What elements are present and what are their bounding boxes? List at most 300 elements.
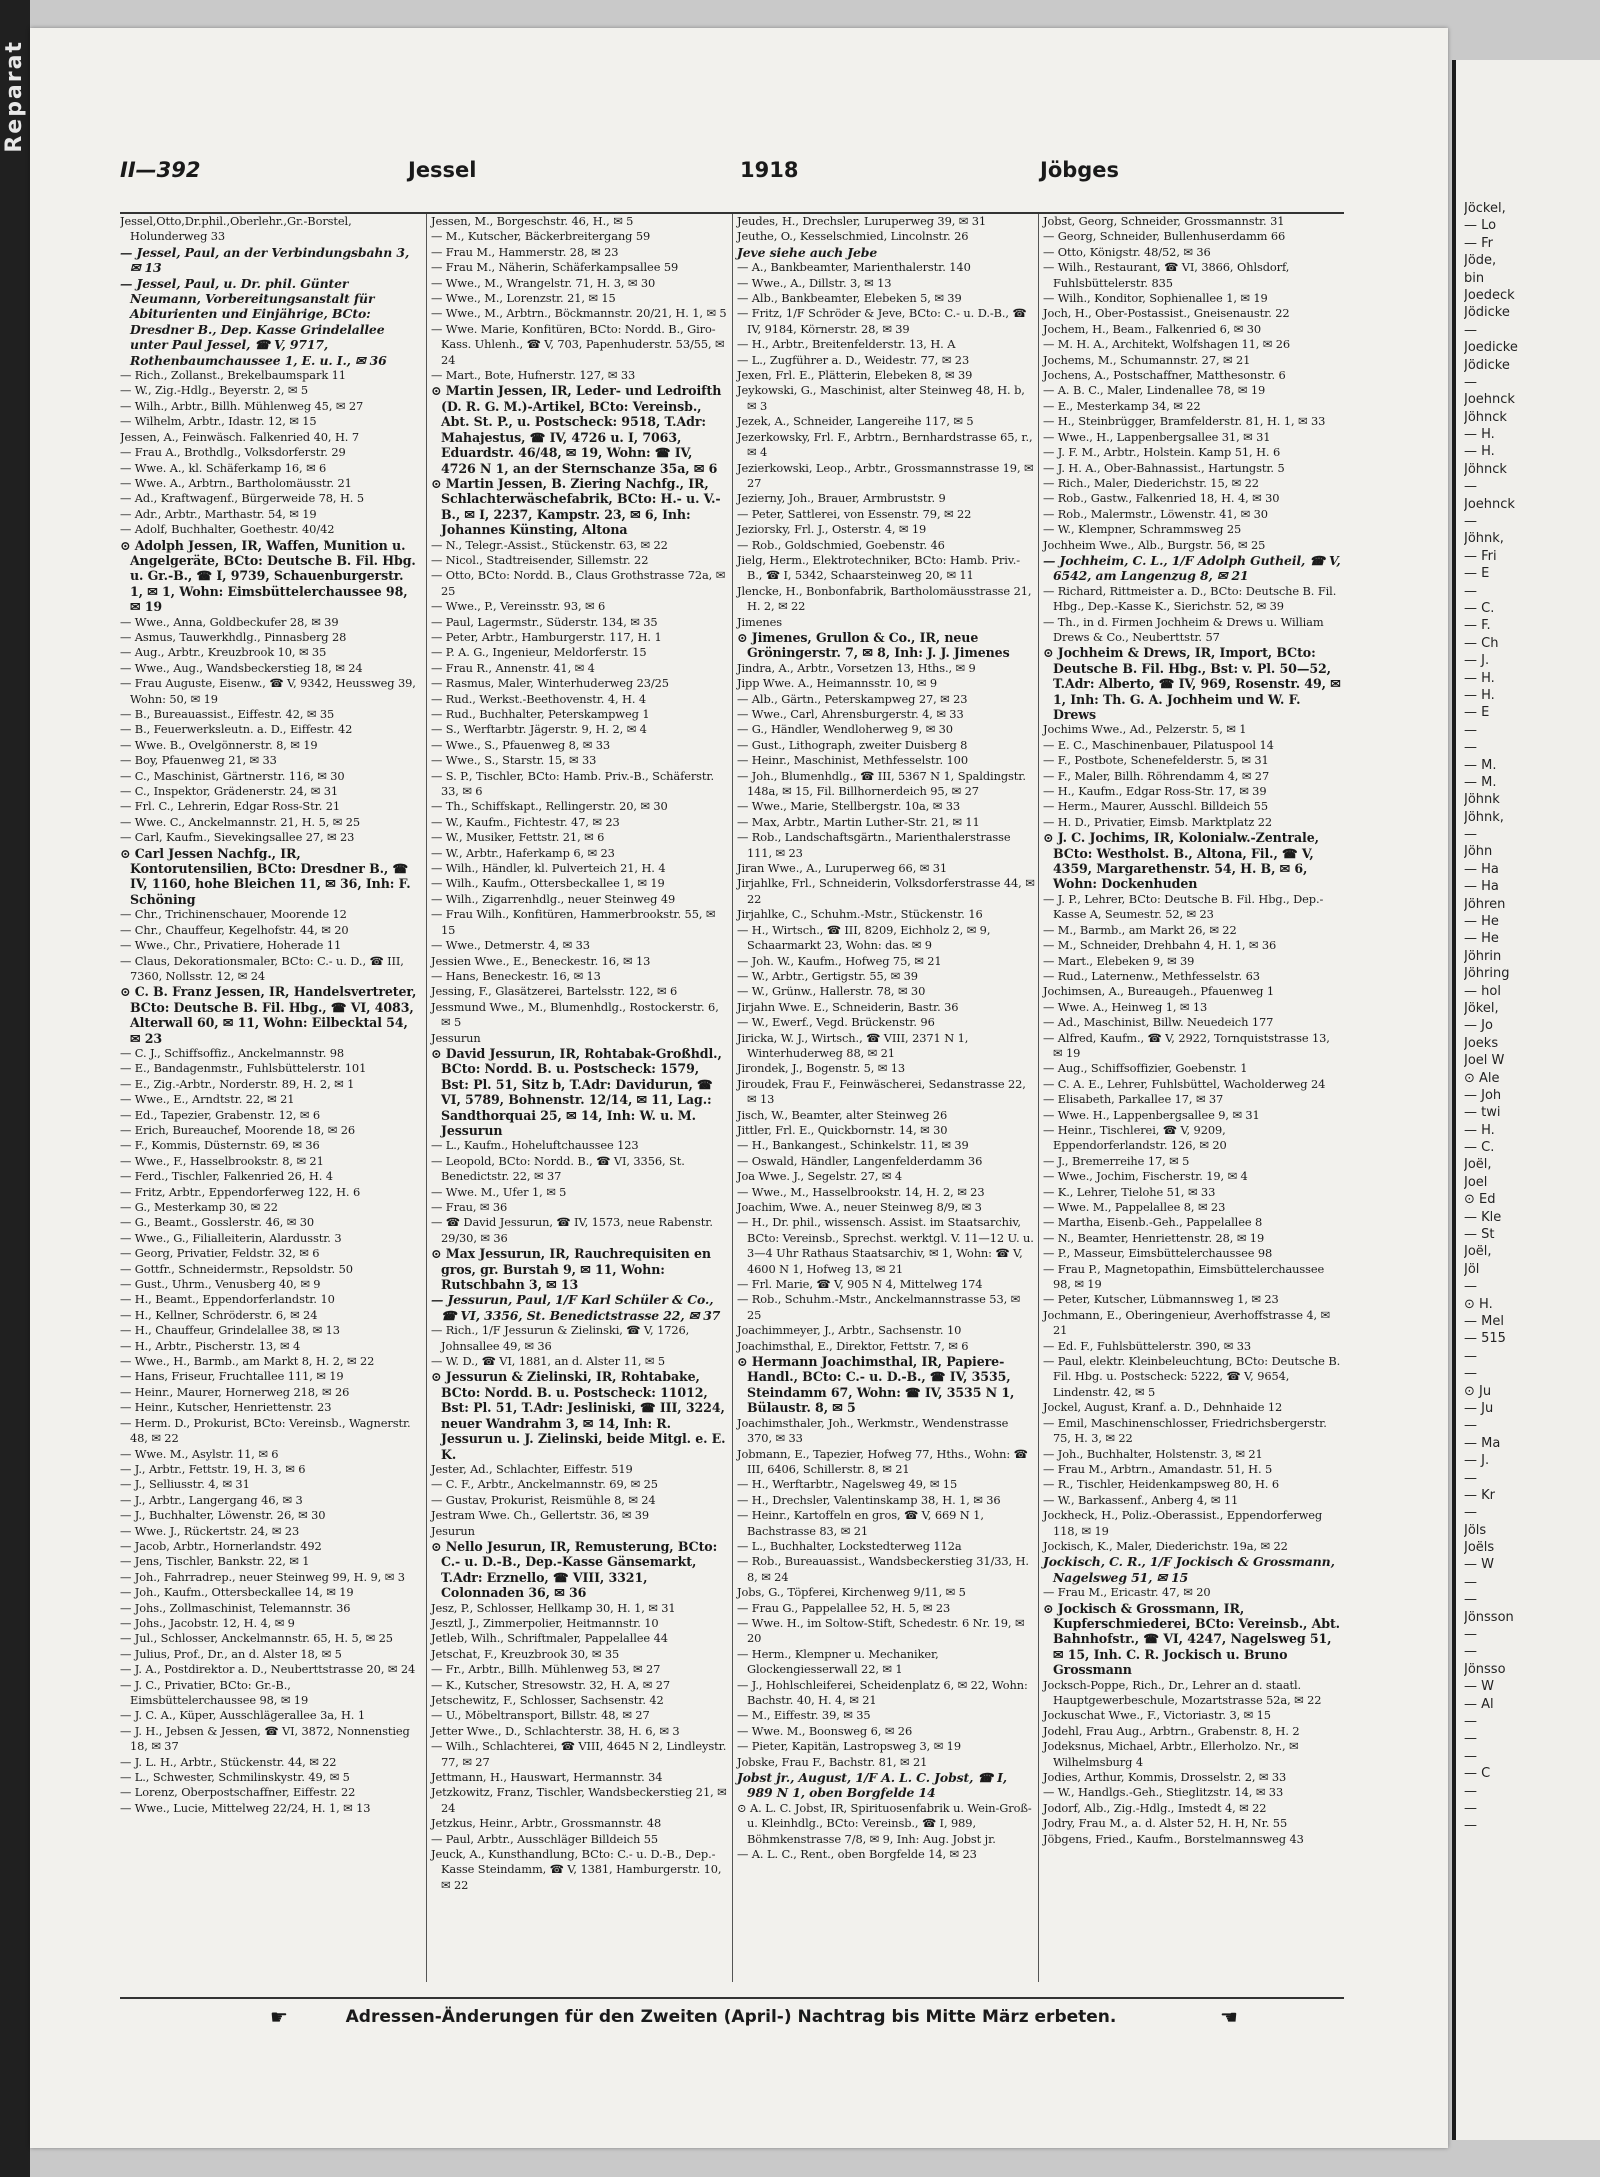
directory-entry: — Wwe. Marie, Konfitüren, BCto: Nordd. B., Giro-Kass. Uhlenh., ☎ V, 703, Papenhuderstr. 53/55, ✉ 24 bbox=[431, 321, 725, 367]
directory-entry: — Chr., Trichinenschauer, Moorende 12 bbox=[120, 907, 347, 922]
next-page-stub-line: Jöde, bbox=[1464, 253, 1497, 269]
directory-entry: — Wwe., S., Pfauenweg 8, ✉ 33 bbox=[431, 737, 611, 752]
directory-entry: — Heinr., Maurer, Hornerweg 218, ✉ 26 bbox=[120, 1384, 350, 1399]
next-page-stub-line: — bbox=[1464, 1800, 1477, 1816]
next-page-stub-line: — Kle bbox=[1464, 1209, 1502, 1225]
directory-entry: — C. F., Arbtr., Anckelmannstr. 69, ✉ 25 bbox=[431, 1477, 658, 1492]
directory-entry: — S. P., Tischler, BCto: Hamb. Priv.-B., Schäferstr. 33, ✉ 6 bbox=[431, 768, 715, 799]
directory-entry: — Martha, Eisenb.-Geh., Pappelallee 8 bbox=[1043, 1215, 1263, 1230]
next-page-edge bbox=[1452, 60, 1600, 2140]
next-page-stub-line: Jödicke bbox=[1464, 305, 1510, 321]
directory-entry: Jittler, Frl. E., Quickbornstr. 14, ✉ 30 bbox=[737, 1122, 948, 1137]
directory-entry: — Wwe., P., Vereinsstr. 93, ✉ 6 bbox=[431, 599, 606, 614]
directory-entry: Jezek, A., Schneider, Langereihe 117, ✉ 5 bbox=[737, 414, 974, 429]
directory-entry: — Claus, Dekorationsmaler, BCto: C.- u. D., ☎ III, 7360, Nollsstr. 12, ✉ 24 bbox=[120, 953, 404, 983]
directory-entry: Jockuschat Wwe., F., Victoriastr. 3, ✉ 15 bbox=[1043, 1708, 1271, 1723]
next-page-stub-line: — Al bbox=[1464, 1696, 1494, 1712]
next-page-stub-line: — H. bbox=[1464, 687, 1495, 703]
directory-entry: — Elisabeth, Parkallee 17, ✉ 37 bbox=[1043, 1092, 1224, 1107]
directory-entry: Jodry, Frau M., a. d. Alster 52, H. H, Nr. 55 bbox=[1043, 1816, 1288, 1831]
next-page-stub-line: ⊙ H. bbox=[1464, 1296, 1493, 1312]
next-page-stub-line: Jökel, bbox=[1464, 1000, 1499, 1016]
directory-entry: — J. P., Lehrer, BCto: Deutsche B. Fil. Hbg., Dep.-Kasse A, Seumestr. 52, ✉ 23 bbox=[1043, 891, 1324, 922]
directory-entry: — J. F. M., Arbtr., Holstein. Kamp 51, H. 6 bbox=[1043, 445, 1281, 460]
next-page-stub-line: Jöckel, bbox=[1464, 201, 1506, 216]
directory-entry: — H., Arbtr., Breitenfelderstr. 13, H. A bbox=[737, 337, 956, 352]
directory-entry: Joachimsthal, E., Direktor, Fettstr. 7, ✉ 6 bbox=[737, 1338, 969, 1353]
directory-entry: — M. H. A., Architekt, Wolfshagen 11, ✉ 26 bbox=[1043, 337, 1291, 352]
directory-entry: Jessel,Otto,Dr.phil.,Oberlehr.,Gr.-Borstel, Holunderweg 33 bbox=[120, 214, 352, 244]
directory-entry: — Wwe. M., Pappelallee 8, ✉ 23 bbox=[1043, 1200, 1226, 1214]
directory-entry: — Wwe. J., Rückertstr. 24, ✉ 23 bbox=[120, 1523, 300, 1538]
directory-entry: — Mart., Elebeken 9, ✉ 39 bbox=[1043, 953, 1195, 968]
next-page-stub-line: Joedicke bbox=[1464, 340, 1518, 356]
directory-entry: Jetzkus, Heinr., Arbtr., Grossmannstr. 48 bbox=[431, 1816, 662, 1831]
directory-entry: — Frau Auguste, Eisenw., ☎ V, 9342, Heussweg 39, Wohn: 50, ✉ 19 bbox=[120, 676, 416, 706]
next-page-stub-line: — bbox=[1464, 1348, 1477, 1364]
directory-entry: — Wwe. M., Asylstr. 11, ✉ 6 bbox=[120, 1446, 279, 1461]
directory-entry: Jodorf, Alb., Zig.-Hdlg., Imstedt 4, ✉ 22 bbox=[1043, 1800, 1267, 1815]
directory-entry: — Wwe., G., Filialleiterin, Alardusstr. 3 bbox=[120, 1230, 342, 1245]
directory-entry: Joachim, Wwe. A., neuer Steinweg 8/9, ✉ 3 bbox=[737, 1200, 982, 1214]
next-page-stub-line: — Mel bbox=[1464, 1314, 1504, 1329]
directory-entry: — Adr., Arbtr., Marthastr. 54, ✉ 19 bbox=[120, 506, 317, 521]
directory-entry: — Johs., Zollmaschinist, Telemannstr. 36 bbox=[120, 1600, 351, 1615]
directory-entry: — Heinr., Maschinist, Methfesselstr. 100 bbox=[737, 753, 968, 768]
directory-entry: Jetschewitz, F., Schlosser, Sachsenstr. 42 bbox=[431, 1693, 664, 1707]
previous-page-edge-text: Reparat bbox=[2, 40, 27, 153]
directory-entry: Jirondek, J., Bogenstr. 5, ✉ 13 bbox=[737, 1061, 906, 1076]
directory-entry: — Georg, Privatier, Feldstr. 32, ✉ 6 bbox=[120, 1246, 320, 1261]
next-page-stub-line: — E bbox=[1464, 705, 1490, 721]
directory-entry: — H., Dr. phil., wissensch. Assist. im Staatsarchiv, BCto: Vereinsb., Sprechst. werktgl. V. 11—12 U. u. 3—4 Uhr Rathaus Staatsarchiv, ✉ 1, Wohn: ☎ V, 4600 N 1, Hofweg 13, ✉ 21 bbox=[737, 1215, 1034, 1276]
directory-entry: — C. A. E., Lehrer, Fuhlsbüttel, Wacholderweg 24 bbox=[1043, 1076, 1326, 1091]
next-page-stub-line: — Ha bbox=[1464, 879, 1499, 895]
directory-entry: — Frau G., Pappelallee 52, H. 5, ✉ 23 bbox=[737, 1600, 951, 1615]
directory-entry: — Erich, Bureauchef, Moorende 18, ✉ 26 bbox=[120, 1122, 356, 1137]
directory-entry: — F., Maler, Billh. Röhrendamm 4, ✉ 27 bbox=[1043, 768, 1270, 783]
directory-entry: — Boy, Pfauenweg 21, ✉ 33 bbox=[120, 753, 277, 768]
directory-entry: — W., Klempner, Schrammsweg 25 bbox=[1043, 522, 1242, 537]
directory-entry: — Wwe. M., Boonsweg 6, ✉ 26 bbox=[737, 1723, 913, 1738]
next-page-stub-line: — bbox=[1464, 1644, 1477, 1660]
directory-entry: Jimenes bbox=[737, 614, 782, 629]
directory-entry: ⊙ Jockisch & Grossmann, IR, Kupferschmiederei, BCto: Vereinsb., Abt. Bahnhofstr., ☎ VI, 4247, Nagelsweg 51, ✉ 15, Inh. C. R. Jockisch u. Bruno Grossmann bbox=[1043, 1600, 1340, 1678]
directory-entry: — Emil, Maschinenschlosser, Friedrichsbergerstr. 75, H. 3, ✉ 22 bbox=[1043, 1415, 1327, 1446]
directory-entry: Jeve siehe auch Jebe bbox=[737, 244, 878, 260]
directory-entry: — Aug., Schiffsoffizier, Goebenstr. 1 bbox=[1043, 1061, 1248, 1076]
directory-entry: — J. H. A., Ober-Bahnassist., Hartungstr. 5 bbox=[1043, 460, 1285, 475]
directory-entry: — Th., Schiffskapt., Rellingerstr. 20, ✉ 30 bbox=[431, 799, 668, 814]
next-page-stub-line: — bbox=[1464, 827, 1477, 843]
next-page-stub-line: — bbox=[1464, 1366, 1477, 1382]
directory-entry: Jetleb, Wilh., Schriftmaler, Pappelallee 44 bbox=[431, 1631, 668, 1646]
next-page-stub-line: Joëls bbox=[1464, 1540, 1495, 1556]
directory-entry: — Lorenz, Oberpostschaffner, Eiffestr. 22 bbox=[120, 1785, 356, 1800]
directory-entry: Jezierkowski, Leop., Arbtr., Grossmannstrasse 19, ✉ 27 bbox=[737, 460, 1034, 490]
directory-entry: — J. L. H., Arbtr., Stückenstr. 44, ✉ 22 bbox=[120, 1754, 337, 1769]
directory-entry: — Ad., Kraftwagenf., Bürgerweide 78, H. 5 bbox=[120, 491, 364, 506]
directory-entry: ⊙ Jimenes, Grullon & Co., IR, neue Gröningerstr. 7, ✉ 8, Inh: J. J. Jimenes bbox=[737, 629, 1010, 661]
directory-entry: — Jessel, Paul, an der Verbindungsbahn 3, ✉ 13 bbox=[120, 244, 410, 276]
directory-entry: — Jens, Tischler, Bankstr. 22, ✉ 1 bbox=[120, 1554, 310, 1569]
directory-entry: — Joh., Fahrradrep., neuer Steinweg 99, H. 9, ✉ 3 bbox=[120, 1569, 405, 1584]
directory-entry: — H., Wirtsch., ☎ III, 8209, Eichholz 2, ✉ 9, Schaarmarkt 23, Wohn: das. ✉ 9 bbox=[737, 922, 991, 953]
directory-entry: — H., Kellner, Schröderstr. 6, ✉ 24 bbox=[120, 1307, 318, 1322]
next-page-stub-line: — bbox=[1464, 374, 1477, 390]
directory-entry: — Wwe., Lucie, Mittelweg 22/24, H. 1, ✉ 13 bbox=[120, 1800, 371, 1815]
next-page-stub-line: — H. bbox=[1464, 427, 1495, 443]
directory-entry: — W., Barkassenf., Anberg 4, ✉ 11 bbox=[1043, 1492, 1239, 1507]
directory-entry: — H. D., Privatier, Eimsb. Marktplatz 22 bbox=[1043, 814, 1273, 829]
directory-entry: Jessurun bbox=[431, 1030, 481, 1045]
directory-entry: Jessing, F., Glasätzerei, Bartelsstr. 122, ✉ 6 bbox=[431, 984, 678, 999]
directory-entry: — Chr., Chauffeur, Kegelhofstr. 44, ✉ 20 bbox=[120, 922, 349, 937]
directory-entry: — Ad., Maschinist, Billw. Neuedeich 177 bbox=[1043, 1015, 1274, 1030]
directory-entry: — Wwe., A., Dillstr. 3, ✉ 13 bbox=[737, 275, 892, 290]
next-page-stub-line: — bbox=[1464, 322, 1477, 338]
directory-entry: Jettmann, H., Hauswart, Hermannstr. 34 bbox=[431, 1770, 663, 1785]
next-page-stub-line: ⊙ Ju bbox=[1464, 1383, 1492, 1399]
directory-entry: — Jul., Schlosser, Anckelmannstr. 65, H. 5, ✉ 25 bbox=[120, 1631, 393, 1646]
directory-entry: — Wwe., M., Wrangelstr. 71, H. 3, ✉ 30 bbox=[431, 275, 656, 290]
directory-entry: — Frau M., Arbtrn., Amandastr. 51, H. 5 bbox=[1043, 1461, 1273, 1476]
next-page-stub-line: Joël, bbox=[1464, 1157, 1492, 1173]
directory-entry: — Herm., Klempner u. Mechaniker, Glockengiesserwall 22, ✉ 1 bbox=[737, 1646, 939, 1677]
directory-entry: — Wwe. A., kl. Schäferkamp 16, ✉ 6 bbox=[120, 460, 327, 475]
directory-entry: — Wwe., Anna, Goldbeckufer 28, ✉ 39 bbox=[120, 614, 339, 629]
directory-entry: — Otto, BCto: Nordd. B., Claus Grothstrasse 72a, ✉ 25 bbox=[431, 568, 726, 598]
directory-entry: — Frl. C., Lehrerin, Edgar Ross-Str. 21 bbox=[120, 799, 341, 814]
directory-entry: Jezierny, Joh., Brauer, Armbruststr. 9 bbox=[737, 491, 946, 506]
directory-entry: — H., Drechsler, Valentinskamp 38, H. 1, ✉ 36 bbox=[737, 1492, 1001, 1507]
directory-entry: — Frau M., Ericastr. 47, ✉ 20 bbox=[1043, 1585, 1211, 1600]
directory-entry: — Adolf, Buchhalter, Goethestr. 40/42 bbox=[120, 522, 335, 537]
directory-entry: Jindra, A., Arbtr., Vorsetzen 13, Hths., ✉ 9 bbox=[737, 660, 976, 675]
directory-entry: ⊙ Jochheim & Drews, IR, Import, BCto: Deutsche B. Fil. Hbg., Bst: v. Pl. 50—52, T.Adr: Alberto, ☎ IV, 969, Rosenstr. 49, ✉ 1, Inh: Th. G. A. Jochheim und W. F. Drews bbox=[1043, 645, 1341, 722]
page-header bbox=[120, 152, 1340, 192]
directory-entry: Jester, Ad., Schlachter, Eiffestr. 519 bbox=[431, 1461, 633, 1476]
directory-entry: — G., Mesterkamp 30, ✉ 22 bbox=[120, 1200, 278, 1214]
next-page-stub-line: — bbox=[1464, 740, 1477, 756]
directory-entry: — Alfred, Kaufm., ☎ V, 2922, Tornquiststrasse 13, ✉ 19 bbox=[1043, 1030, 1330, 1060]
directory-entry: — J., Hohlschleiferei, Scheidenplatz 6, ✉ 22, Wohn: Bachstr. 40, H. 4, ✉ 21 bbox=[737, 1677, 1028, 1707]
directory-entry: — R., Tischler, Heidenkampsweg 80, H. 6 bbox=[1043, 1477, 1280, 1492]
directory-entry: — Paul, elektr. Kleinbeleuchtung, BCto: Deutsche B. Fil. Hbg. u. Postscheck: 5222, ☎ V, 9654, Lindenstr. 42, ✉ 5 bbox=[1043, 1354, 1341, 1399]
directory-entry: — S., Werftarbtr. Jägerstr. 9, H. 2, ✉ 4 bbox=[431, 722, 647, 737]
directory-entry: — B., Feuerwerksleutn. a. D., Eiffestr. 42 bbox=[120, 722, 353, 737]
directory-entry: — Gust., Lithograph, zweiter Duisberg 8 bbox=[737, 737, 968, 752]
next-page-stub-line: — C. bbox=[1464, 1140, 1495, 1156]
directory-entry: — N., Telegr.-Assist., Stückenstr. 63, ✉ 22 bbox=[431, 537, 668, 552]
directory-entry: — G., Beamt., Gosslerstr. 46, ✉ 30 bbox=[120, 1215, 315, 1230]
directory-entry: ⊙ Adolph Jessen, IR, Waffen, Munition u. Angelgeräte, BCto: Deutsche B. Fil. Hbg. u. Gr.-B., ☎ I, 9739, Schauenburgerstr. 1, ✉ 1, Wohn: Eimsbüttelerchaussee 98, ✉ 19 bbox=[120, 537, 416, 615]
directory-entry: — Wwe. A., Arbtrn., Bartholomäusstr. 21 bbox=[120, 475, 352, 490]
directory-entry: — M., Schneider, Drehbahn 4, H. 1, ✉ 36 bbox=[1043, 938, 1277, 953]
last-entry-heading: Jöbges bbox=[1040, 158, 1120, 182]
directory-entry: ⊙ Jessurun & Zielinski, IR, Rohtabake, BCto: Nordd. B. u. Postscheck: 11012, Bst: Pl. 51, T.Adr: Jesliniski, ☎ III, 3224, neuer Wandrahm 3, ✉ 14, Inh: R. Jessurun u. J. Zielinski, beide Mitgl. e. E. K. bbox=[431, 1369, 726, 1462]
directory-entry: Jiroudek, Frau F., Feinwäscherei, Sedanstrasse 22, ✉ 13 bbox=[737, 1076, 1026, 1107]
directory-entry: Jirjahlke, C., Schuhm.-Mstr., Stückenstr. 16 bbox=[737, 907, 983, 922]
directory-entry: — Wwe., M., Hasselbrookstr. 14, H. 2, ✉ 23 bbox=[737, 1184, 985, 1199]
directory-entry: Jodies, Arthur, Kommis, Drosselstr. 2, ✉ 33 bbox=[1043, 1770, 1287, 1785]
directory-entry: — Herm., Maurer, Ausschl. Billdeich 55 bbox=[1043, 799, 1269, 814]
directory-entry: Jeuthe, O., Kesselschmied, Lincolnstr. 26 bbox=[737, 229, 969, 244]
directory-entry: ⊙ A. L. C. Jobst, IR, Spirituosenfabrik u. Wein-Groß- u. Kleinhdlg., BCto: Vereinsb., ☎ I, 989, Böhmkenstrasse 7/8, ✉ 9, Inh: Aug. Jobst jr. bbox=[737, 1800, 1032, 1846]
directory-entry: — E. C., Maschinenbauer, Pilatuspool 14 bbox=[1043, 737, 1274, 752]
directory-entry: — Frau A., Brothdlg., Volksdorferstr. 29 bbox=[120, 445, 346, 460]
directory-entry: — Peter, Kutscher, Lübmannsweg 1, ✉ 23 bbox=[1043, 1292, 1279, 1307]
next-page-stub-line: Joehnck bbox=[1464, 392, 1515, 408]
directory-entry: — Peter, Arbtr., Hamburgerstr. 117, H. 1 bbox=[431, 629, 662, 644]
directory-entry: — Rich., Maler, Diederichstr. 15, ✉ 22 bbox=[1043, 475, 1259, 490]
directory-entry: — Peter, Sattlerei, von Essenstr. 79, ✉ 22 bbox=[737, 506, 972, 521]
directory-entry: Jeuck, A., Kunsthandlung, BCto: C.- u. D.-B., Dep.-Kasse Steindamm, ☎ V, 1381, Hamburgerstr. 10, ✉ 22 bbox=[431, 1847, 722, 1892]
directory-entry: Jochims Wwe., Ad., Pelzerstr. 5, ✉ 1 bbox=[1043, 722, 1247, 737]
next-page-stub-line: — Jo bbox=[1464, 1018, 1493, 1034]
directory-entry: ⊙ Max Jessurun, IR, Rauchrequisiten en gros, gr. Burstah 9, ✉ 11, Wohn: Rutschbahn 3, ✉ 13 bbox=[431, 1246, 711, 1293]
directory-entry: Jodeksnus, Michael, Arbtr., Ellerholzo. Nr., ✉ Wilhelmsburg 4 bbox=[1043, 1739, 1299, 1769]
directory-entry: — L., Buchhalter, Lockstedterweg 112a bbox=[737, 1538, 962, 1553]
directory-entry: Jockheck, H., Poliz.-Oberassist., Eppendorferweg 118, ✉ 19 bbox=[1043, 1508, 1323, 1538]
directory-entry: — Rob., Gastw., Falkenried 18, H. 4, ✉ 30 bbox=[1043, 491, 1280, 506]
directory-entry: — Paul, Lagermstr., Süderstr. 134, ✉ 35 bbox=[431, 614, 658, 629]
column-3 bbox=[732, 214, 1035, 1982]
directory-entry: — Rob., Bureauassist., Wandsbeckerstieg 31/33, H. 8, ✉ 24 bbox=[737, 1554, 1029, 1584]
directory-entry: — J. C., Privatier, BCto: Gr.-B., Eimsbüttelerchaussee 98, ✉ 19 bbox=[120, 1677, 309, 1707]
directory-entry: ⊙ David Jessurun, IR, Rohtabak-Großhdl., BCto: Nordd. B. u. Postscheck: 1579, Bst: Pl. 51, Sitz b, T.Adr: Davidurun, ☎ VI, 5789, Bohnenstr. 12/14, ✉ 11, Lag.: Sandthorquai 25, ✉ 14, Inh: W. u. M. Jessurun bbox=[431, 1045, 722, 1138]
directory-entry: — H., Kaufm., Edgar Ross-Str. 17, ✉ 39 bbox=[1043, 784, 1267, 799]
directory-entry: — K., Kutscher, Stresowstr. 32, H. A, ✉ 27 bbox=[431, 1677, 671, 1692]
column-2 bbox=[426, 214, 729, 1982]
directory-entry: — Herm. D., Prokurist, BCto: Vereinsb., Wagnerstr. 48, ✉ 22 bbox=[120, 1415, 411, 1446]
directory-entry: — Rob., Goldschmied, Goebenstr. 46 bbox=[737, 537, 945, 552]
directory-entry: — Johs., Jacobstr. 12, H. 4, ✉ 9 bbox=[120, 1615, 295, 1630]
next-page-stub-line: Joeks bbox=[1464, 1035, 1499, 1051]
directory-entry: — Fritz, 1/F Schröder & Jeve, BCto: C.- u. D.-B., ☎ IV, 9184, Körnerstr. 28, ✉ 39 bbox=[737, 306, 1027, 336]
directory-entry: Jirjahn Wwe. E., Schneiderin, Bastr. 36 bbox=[737, 999, 959, 1014]
page-number: II—392 bbox=[120, 158, 201, 182]
directory-entry: — Paul, Arbtr., Ausschläger Billdeich 55 bbox=[431, 1831, 659, 1846]
directory-entry: — Rich., 1/F Jessurun & Zielinski, ☎ V, 1726, Johnsallee 49, ✉ 36 bbox=[431, 1323, 690, 1353]
directory-entry: — Heinr., Kartoffeln en gros, ☎ V, 669 N 1, Bachstrasse 83, ✉ 21 bbox=[737, 1508, 984, 1538]
directory-entry: Jiricka, W. J., Wirtsch., ☎ VIII, 2371 N 1, Winterhuderweg 88, ✉ 21 bbox=[737, 1030, 969, 1060]
directory-entry: — Alb., Gärtn., Peterskampweg 27, ✉ 23 bbox=[737, 691, 968, 706]
next-page-stub-line: — M. bbox=[1464, 774, 1497, 790]
directory-entry: Jockisch, K., Maler, Diederichstr. 19a, ✉ 22 bbox=[1043, 1538, 1288, 1553]
next-page-stub-line: Jöhren bbox=[1464, 896, 1506, 912]
directory-entry: — Wwe., E., Arndtstr. 22, ✉ 21 bbox=[120, 1092, 295, 1107]
directory-entry: — W., Arbtr., Gertigstr. 55, ✉ 39 bbox=[737, 968, 918, 983]
directory-entry: — W., Handlgs.-Geh., Stieglitzstr. 14, ✉ 33 bbox=[1043, 1785, 1284, 1800]
directory-entry: — ☎ David Jessurun, ☎ IV, 1573, neue Rabenstr. 29/30, ✉ 36 bbox=[431, 1215, 713, 1245]
next-page-stub-line: Jönsso bbox=[1464, 1661, 1506, 1677]
directory-entry: — N., Beamter, Henriettenstr. 28, ✉ 19 bbox=[1043, 1230, 1265, 1245]
directory-entry: — C., Inspektor, Grädenerstr. 24, ✉ 31 bbox=[120, 784, 339, 799]
next-page-stub-line: — bbox=[1464, 1470, 1477, 1486]
directory-entry: Jiran Wwe., A., Luruperweg 66, ✉ 31 bbox=[737, 861, 948, 876]
directory-entry: — Heinr., Tischlerei, ☎ V, 9209, Eppendorferlandstr. 126, ✉ 20 bbox=[1043, 1122, 1227, 1153]
directory-entry: — E., Zig.-Arbtr., Norderstr. 89, H. 2, ✉ 1 bbox=[120, 1076, 355, 1091]
directory-entry: Jobst, Georg, Schneider, Grossmannstr. 31 bbox=[1043, 214, 1285, 228]
directory-entry: — Wilh., Schlachterei, ☎ VIII, 4645 N 2, Lindleystr. 77, ✉ 27 bbox=[431, 1739, 727, 1769]
directory-entry: — P. A. G., Ingenieur, Meldorferstr. 15 bbox=[431, 645, 647, 660]
directory-entry: — Aug., Arbtr., Kreuzbrook 10, ✉ 35 bbox=[120, 645, 327, 660]
next-page-stub-line: — bbox=[1464, 1574, 1477, 1590]
next-page-stub-line: — E bbox=[1464, 566, 1490, 582]
next-page-stub-line: — Ma bbox=[1464, 1435, 1501, 1451]
directory-entry: Joachimmeyer, J., Arbtr., Sachsenstr. 10 bbox=[737, 1323, 962, 1338]
directory-entry: Jesurun bbox=[431, 1523, 475, 1538]
directory-entry: Jestram Wwe. Ch., Gellertstr. 36, ✉ 39 bbox=[431, 1508, 650, 1523]
directory-entry: — Wwe., Jochim, Fischerstr. 19, ✉ 4 bbox=[1043, 1169, 1248, 1184]
next-page-stub-line: — Kr bbox=[1464, 1487, 1496, 1503]
directory-entry: — Rud., Laternenw., Methfesselstr. 63 bbox=[1043, 968, 1260, 983]
directory-entry: — Wilh., Kaufm., Ottersbeckallee 1, ✉ 19 bbox=[431, 876, 665, 891]
directory-entry: — Gottfr., Schneidermstr., Repsoldstr. 50 bbox=[120, 1261, 353, 1276]
directory-entry: — Gustav, Prokurist, Reismühle 8, ✉ 24 bbox=[431, 1492, 656, 1507]
directory-entry: Jochem, H., Beam., Falkenried 6, ✉ 30 bbox=[1043, 321, 1262, 336]
directory-entry: — Rob., Malermstr., Löwenstr. 41, ✉ 30 bbox=[1043, 506, 1268, 521]
directory-entry: Jesz, P., Schlosser, Hellkamp 30, H. 1, ✉ 31 bbox=[431, 1600, 676, 1615]
directory-entry: ⊙ Martin Jessen, B. Ziering Nachfg., IR, Schlachterwäschefabrik, BCto: H.- u. V.-B., ✉ I, 2237, Kampstr. 23, ✉ 6, Inh: Johannes Künsting, Altona bbox=[431, 475, 721, 538]
directory-entry: — W. D., ☎ VI, 1881, an d. Alster 11, ✉ 5 bbox=[431, 1354, 665, 1369]
directory-entry: ⊙ Martin Jessen, IR, Leder- und Ledroifth (D. R. G. M.)-Artikel, BCto: Vereinsb., Abt. St. P., u. Postscheck: 9518, T.Adr: Mahajestus, ☎ IV, 4726 u. I, 7063, Eduardstr. 46/48, ✉ 19, Wohn: ☎ IV, 4726 N 1, an der Sternschanze 35a, ✉ 6 bbox=[431, 383, 722, 476]
directory-entry: Jielg, Herm., Elektrotechniker, BCto: Hamb. Priv.-B., ☎ I, 5342, Schaarsteinweg 20, ✉ 11 bbox=[737, 552, 1021, 583]
directory-entry: — J., Arbtr., Fettstr. 19, H. 3, ✉ 6 bbox=[120, 1461, 306, 1476]
directory-entry: — J., Bremerreihe 17, ✉ 5 bbox=[1043, 1153, 1190, 1168]
next-page-stub-line: — M. bbox=[1464, 757, 1497, 773]
next-page-stub-line: — bbox=[1464, 1279, 1477, 1295]
next-page-stub-line: Joel bbox=[1464, 1174, 1488, 1190]
directory-entry: Jetschat, F., Kreuzbrook 30, ✉ 35 bbox=[431, 1646, 620, 1661]
directory-entry: — Hans, Friseur, Fruchtallee 111, ✉ 19 bbox=[120, 1369, 344, 1384]
first-entry-heading: Jessel bbox=[408, 158, 477, 182]
directory-entry: — Wwe., H., Lappenbergsallee 31, ✉ 31 bbox=[1043, 429, 1271, 444]
next-page-stub-line: — bbox=[1464, 1748, 1477, 1764]
directory-entry: — Wwe., Aug., Wandsbeckerstieg 18, ✉ 24 bbox=[120, 660, 363, 675]
next-page-stub-line: — bbox=[1464, 1713, 1477, 1729]
directory-entry: Joch, H., Ober-Postassist., Gneisenaustr. 22 bbox=[1043, 306, 1290, 321]
next-page-stub-line: — C bbox=[1464, 1766, 1491, 1782]
directory-entry: Jeziorsky, Frl. J., Osterstr. 4, ✉ 19 bbox=[737, 522, 927, 537]
directory-entry: — Wilh., Zigarrenhdlg., neuer Steinweg 49 bbox=[431, 891, 676, 906]
directory-entry: — B., Bureauassist., Eiffestr. 42, ✉ 35 bbox=[120, 707, 335, 721]
next-page-stub-line: — H. bbox=[1464, 444, 1495, 460]
directory-entry: — P., Masseur, Eimsbüttelerchaussee 98 bbox=[1043, 1246, 1273, 1261]
next-page-stub-line: Jöhrin bbox=[1464, 948, 1502, 964]
directory-entry: — Richard, Rittmeister a. D., BCto: Deutsche B. Fil. Hbg., Dep.-Kasse K., Sierichstr. 52, ✉ 39 bbox=[1043, 583, 1337, 614]
directory-entry: — Th., in d. Firmen Jochheim & Drews u. William Drews & Co., Neuberttstr. 57 bbox=[1043, 614, 1324, 644]
next-page-stub-line: Jödicke bbox=[1464, 357, 1510, 373]
next-page-stub-line: Jöhring bbox=[1464, 966, 1510, 982]
next-page-stub-line: — W bbox=[1464, 1679, 1494, 1695]
directory-entry: — J., Buchhalter, Löwenstr. 26, ✉ 30 bbox=[120, 1508, 326, 1523]
directory-entry: Jesztl, J., Zimmerpolier, Heitmannstr. 10 bbox=[431, 1615, 659, 1630]
next-page-stub-line: — He bbox=[1464, 931, 1499, 947]
directory-entry: ⊙ Hermann Joachimsthal, IR, Papiere-Handl., BCto: C.- u. D.-B., ☎ IV, 3535, Steindamm 67, Wohn: ☎ IV, 3535 N 1, Bülaustr. 8, ✉ 5 bbox=[737, 1354, 1015, 1416]
directory-entry: — W., Kaufm., Fichtestr. 47, ✉ 23 bbox=[431, 814, 620, 829]
directory-entry: — M., Eiffestr. 39, ✉ 35 bbox=[737, 1708, 871, 1723]
directory-entry: Jessen, M., Borgeschstr. 46, H., ✉ 5 bbox=[431, 214, 634, 228]
directory-entry: — Wwe., M., Arbtrn., Böckmannstr. 20/21, H. 1, ✉ 5 bbox=[431, 306, 727, 321]
directory-entry: Jodehl, Frau Aug., Arbtrn., Grabenstr. 8, H. 2 bbox=[1043, 1723, 1300, 1738]
directory-entry: — C., Maschinist, Gärtnerstr. 116, ✉ 30 bbox=[120, 768, 345, 783]
directory-entry: — F., Kommis, Düsternstr. 69, ✉ 36 bbox=[120, 1138, 320, 1153]
directory-entry: — Wwe. C., Anckelmannstr. 21, H. 5, ✉ 25 bbox=[120, 814, 361, 829]
next-page-stub-line: Jöl bbox=[1464, 1261, 1480, 1277]
directory-entry: — A. B. C., Maler, Lindenallee 78, ✉ 19 bbox=[1043, 383, 1266, 398]
directory-entry: — L., Schwester, Schmilinskystr. 49, ✉ 5 bbox=[120, 1770, 350, 1785]
next-page-stub-line: — J. bbox=[1464, 653, 1490, 669]
directory-entry: — Ed. F., Fuhlsbüttelerstr. 390, ✉ 33 bbox=[1043, 1338, 1252, 1353]
next-page-stub-line: — H. bbox=[1464, 670, 1495, 686]
next-page-stub-line: Jönsson bbox=[1464, 1609, 1514, 1625]
directory-entry: Jochens, A., Postschaffner, Matthesonstr. 6 bbox=[1043, 368, 1286, 383]
directory-entry: — Gust., Uhrm., Venusberg 40, ✉ 9 bbox=[120, 1277, 321, 1292]
next-page-stub-line: — Joh bbox=[1464, 1087, 1502, 1103]
directory-entry: — Wwe., Marie, Stellbergstr. 10a, ✉ 33 bbox=[737, 799, 961, 814]
directory-entry: — Alb., Bankbeamter, Elebeken 5, ✉ 39 bbox=[737, 291, 962, 306]
directory-entry: — Frl. Marie, ☎ V, 905 N 4, Mittelweg 174 bbox=[737, 1277, 983, 1292]
next-page-stub-line: — Ch bbox=[1464, 635, 1499, 651]
directory-entry: Jlencke, H., Bonbonfabrik, Bartholomäusstrasse 21, H. 2, ✉ 22 bbox=[737, 583, 1032, 614]
next-page-stub-line: ⊙ Ale bbox=[1464, 1070, 1500, 1086]
directory-entry: — Wwe. A., Heinweg 1, ✉ 13 bbox=[1043, 999, 1208, 1014]
next-page-stub-line: Joël, bbox=[1464, 1244, 1492, 1260]
directory-entry: — J., Arbtr., Langergang 46, ✉ 3 bbox=[120, 1492, 303, 1507]
next-page-stub-line: — bbox=[1464, 1818, 1477, 1834]
directory-entry: — H., Steinbrügger, Bramfelderstr. 81, H. 1, ✉ 33 bbox=[1043, 414, 1326, 429]
directory-entry: — Oswald, Händler, Langenfelderdamm 36 bbox=[737, 1153, 983, 1168]
directory-entry: — Rasmus, Maler, Winterhuderweg 23/25 bbox=[431, 676, 669, 691]
column-4 bbox=[1038, 214, 1341, 1982]
directory-entry: Jochmann, E., Oberingenieur, Averhoffstrasse 4, ✉ 21 bbox=[1043, 1307, 1330, 1338]
column-1 bbox=[120, 214, 418, 1982]
directory-entry: — Leopold, BCto: Nordd. B., ☎ VI, 3356, St. Benedictstr. 22, ✉ 37 bbox=[431, 1153, 685, 1184]
next-page-stub-line: ⊙ Ed bbox=[1464, 1192, 1496, 1208]
directory-entry: — Joh., Blumenhdlg., ☎ III, 5367 N 1, Spaldingstr. 148a, ✉ 15, Fil. Billhornerdeich 95, ✉ 27 bbox=[737, 768, 1026, 799]
directory-entry: — Joh., Buchhalter, Holstenstr. 3, ✉ 21 bbox=[1043, 1446, 1263, 1461]
directory-entry: Jöbgens, Fried., Kaufm., Borstelmannsweg 43 bbox=[1043, 1831, 1304, 1846]
directory-entry: — M., Kutscher, Bäckerbreitergang 59 bbox=[431, 229, 651, 244]
next-page-stub-line: — H. bbox=[1464, 1122, 1495, 1138]
next-page-stub-line: — bbox=[1464, 583, 1477, 599]
directory-entry: Jezerkowsky, Frl. F., Arbtrn., Bernhardstrasse 65, r., ✉ 4 bbox=[737, 429, 1033, 460]
directory-entry: — Hans, Beneckestr. 16, ✉ 13 bbox=[431, 968, 601, 983]
directory-entry: — Jochheim, C. L., 1/F Adolph Gutheil, ☎ V, 6542, am Langenzug 8, ✉ 21 bbox=[1043, 552, 1341, 584]
directory-entry: — E., Mesterkamp 34, ✉ 22 bbox=[1043, 398, 1201, 413]
next-page-stub-line: Joehnck bbox=[1464, 496, 1515, 512]
next-page-stub-line: — bbox=[1464, 1418, 1477, 1434]
directory-entry: — L., Kaufm., Hoheluftchaussee 123 bbox=[431, 1138, 639, 1153]
directory-entry: — Wwe., Carl, Ahrensburgerstr. 4, ✉ 33 bbox=[737, 707, 964, 721]
directory-entry: — H., Arbtr., Pischerstr. 13, ✉ 4 bbox=[120, 1338, 301, 1353]
directory-entry: — J. H., Jebsen & Jessen, ☎ VI, 3872, Nonnenstieg 18, ✉ 37 bbox=[120, 1723, 410, 1754]
next-page-stub-line: — Fri bbox=[1464, 548, 1497, 564]
directory-entry: — W., Arbtr., Haferkamp 6, ✉ 23 bbox=[431, 845, 615, 860]
directory-entry: — Jessel, Paul, u. Dr. phil. Günter Neumann, Vorbereitungsanstalt für Abiturienten und Einjährige, BCto: Dresdner B., Dep. Kasse Grindelallee unter Paul Jessel, ☎ V, 9717, Rothenbaumchaussee 1, E. u. I., ✉ 36 bbox=[120, 275, 387, 368]
directory-entry: — U., Möbeltransport, Billstr. 48, ✉ 27 bbox=[431, 1708, 650, 1723]
directory-entry: — Heinr., Kutscher, Henriettenstr. 23 bbox=[120, 1400, 332, 1415]
directory-entry: — Frau P., Magnetopathin, Eimsbüttelerchaussee 98, ✉ 19 bbox=[1043, 1261, 1325, 1292]
directory-entry: — Rich., Zollanst., Brekelbaumspark 11 bbox=[120, 368, 346, 383]
next-page-stub-line: — bbox=[1464, 479, 1477, 495]
directory-entry: ⊙ Nello Jesurun, IR, Remusterung, BCto: C.- u. D.-B., Dep.-Kasse Gänsemarkt, T.Adr: Erznello, ☎ VIII, 3321, Colonnaden 36, ✉ 36 bbox=[431, 1538, 718, 1601]
directory-entry: Jobs, G., Töpferei, Kirchenweg 9/11, ✉ 5 bbox=[737, 1585, 966, 1600]
next-page-stub-line: — W bbox=[1464, 1557, 1494, 1573]
directory-entry: Jobske, Frau F., Bachstr. 81, ✉ 21 bbox=[737, 1754, 928, 1769]
